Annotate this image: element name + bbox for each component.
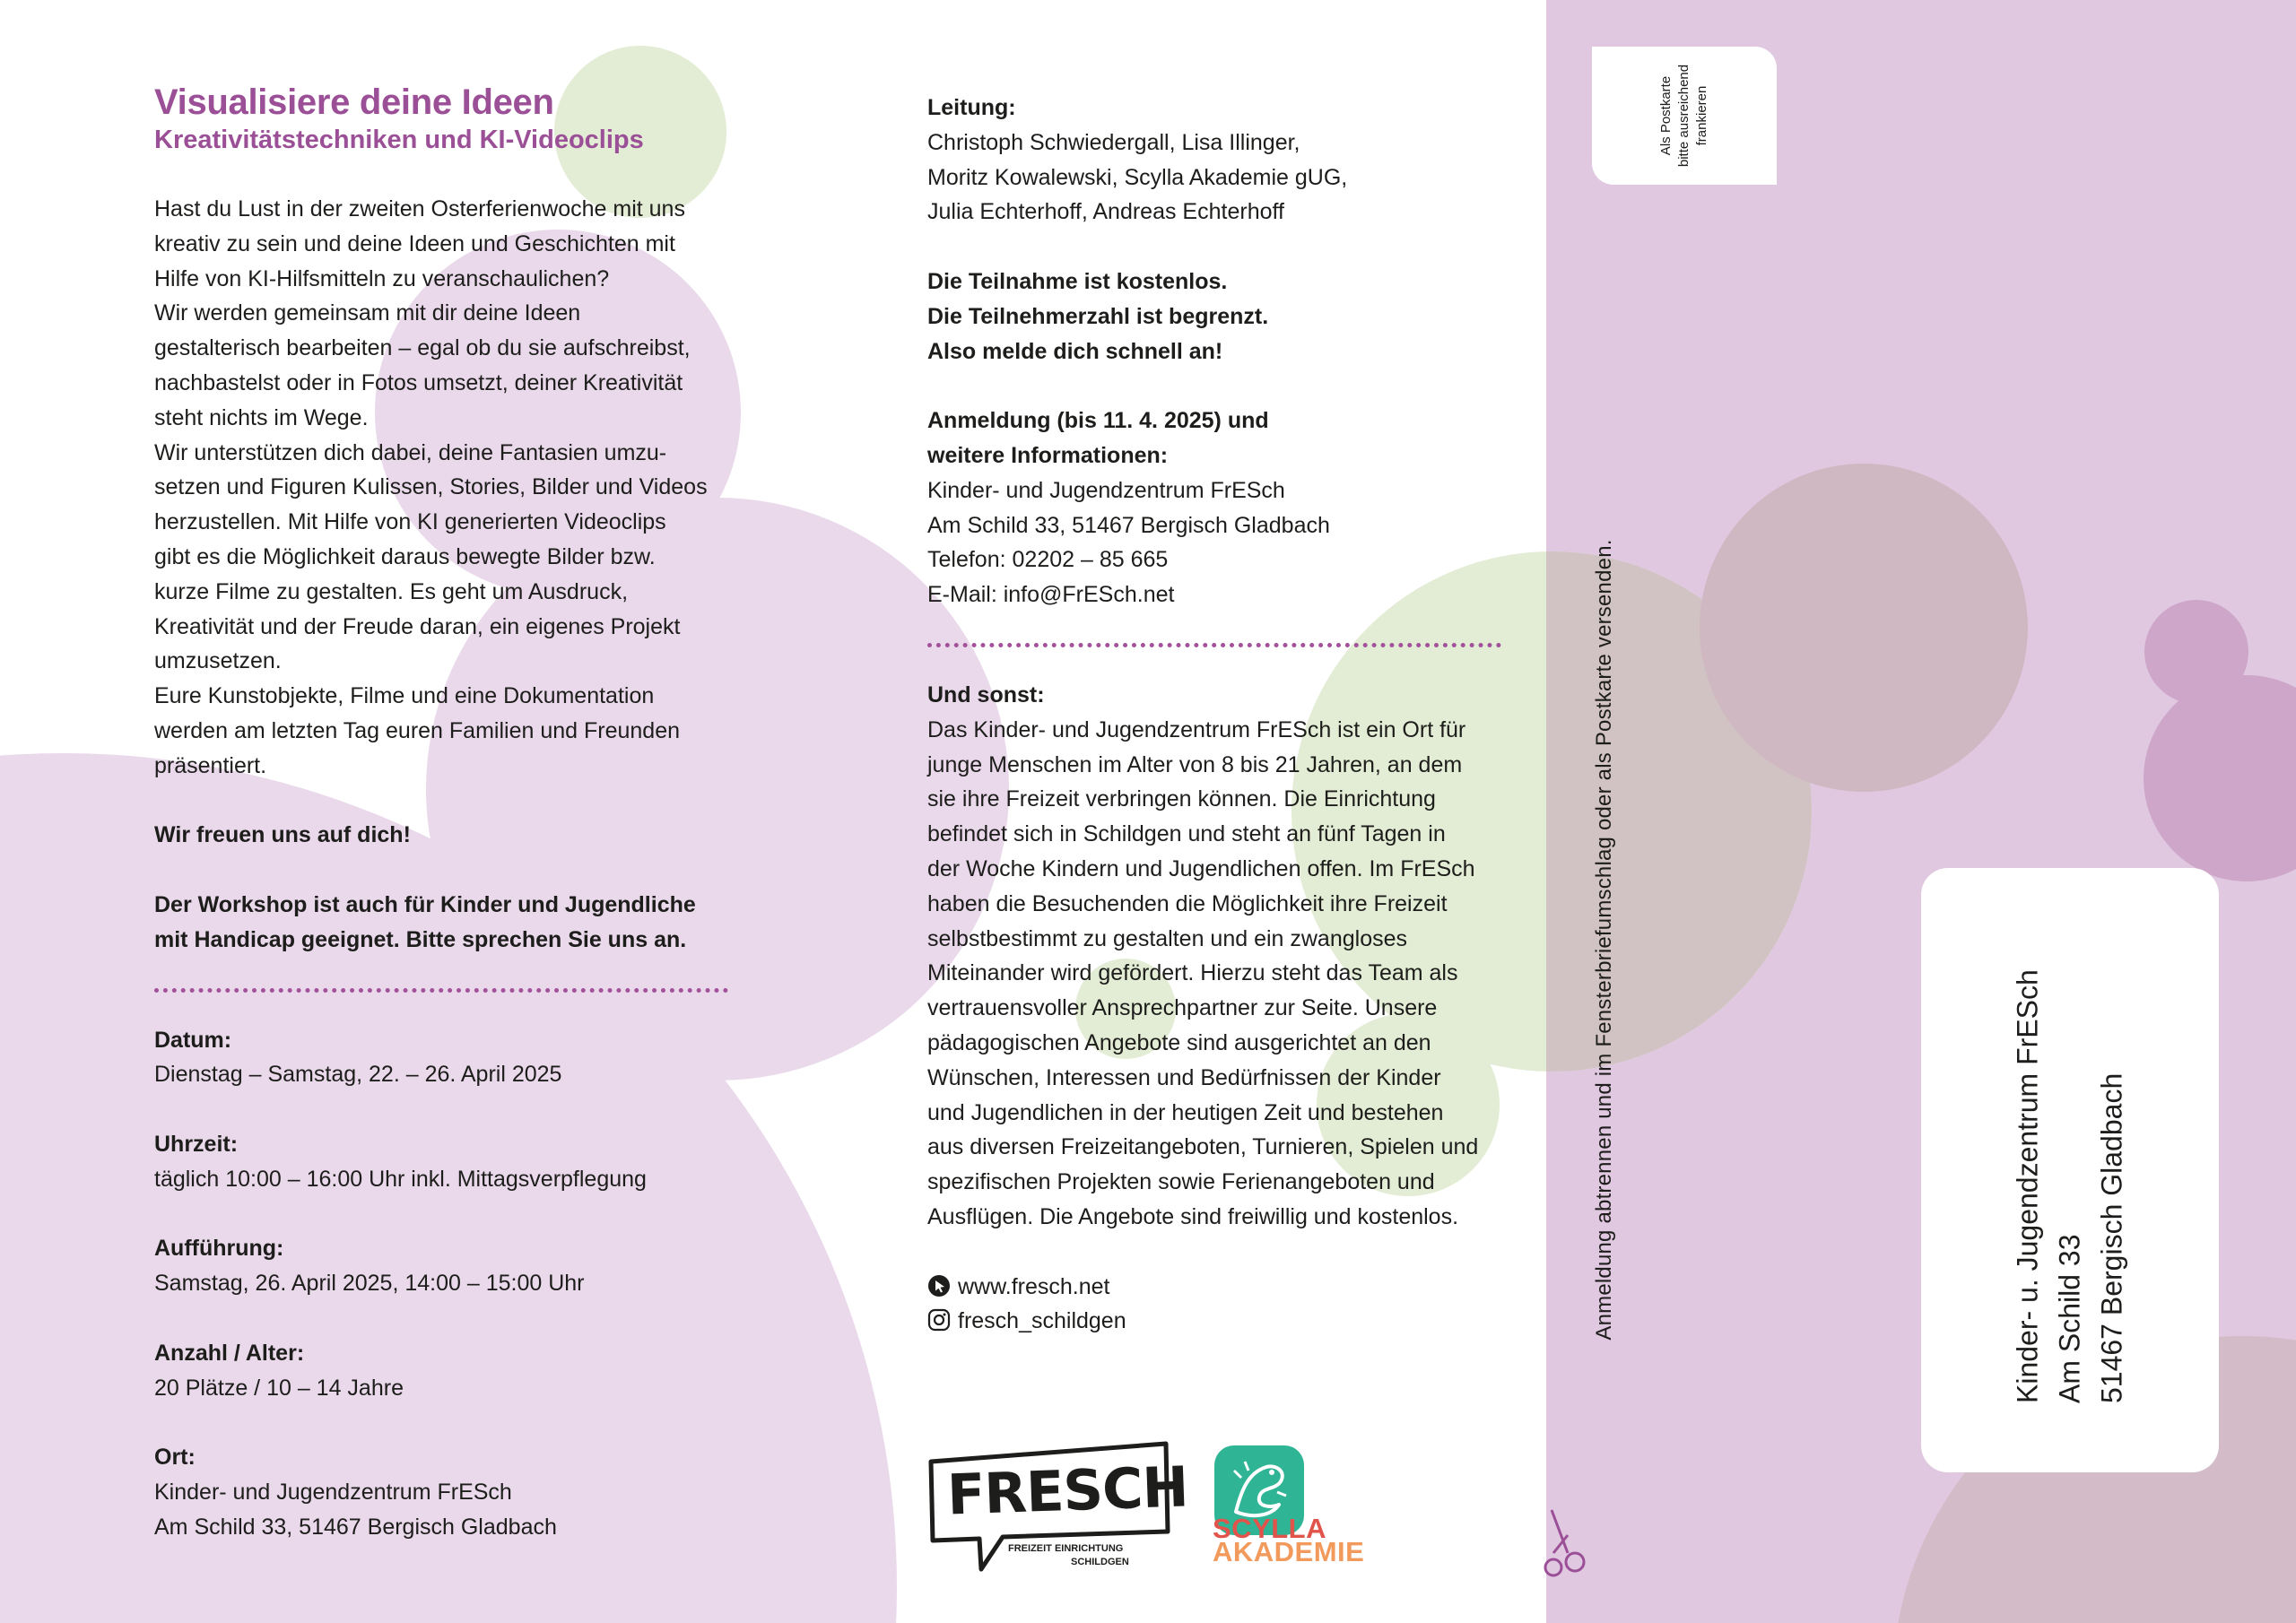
- sonst-line: spezifischen Projekten sowie Ferienangeboten und: [927, 1169, 1435, 1195]
- sonst-line: vertrauensvoller Ansprechpartner zur Seite. Unsere: [927, 995, 1438, 1021]
- ort-label: Ort:: [154, 1445, 196, 1471]
- sonst-line: der Woche Kindern und Jugendlichen offen. Im FrESch: [927, 855, 1475, 881]
- body-line: umzusetzen.: [154, 648, 282, 674]
- leitung-line: Moritz Kowalewski, Scylla Akademie gUG,: [927, 164, 1348, 190]
- intro-text: [154, 192, 746, 784]
- fresch-logo-main: FRESCH: [945, 1454, 1189, 1528]
- sonst-line: aus diversen Freizeitangeboten, Turnieren, Spielen und: [927, 1134, 1479, 1160]
- bubble-mauve-top: [1700, 464, 2028, 792]
- sonst-line: befindet sich in Schildgen und steht an fünf Tagen in: [927, 821, 1446, 847]
- teilnahme-line: Die Teilnahme ist kostenlos.: [927, 268, 1228, 294]
- stamp-line: frankieren: [1694, 85, 1709, 146]
- left-column: [154, 81, 746, 1544]
- uhrzeit-value: täglich 10:00 – 16:00 Uhr inkl. Mittagsverpflegung: [154, 1166, 647, 1192]
- sonst-label: Und sonst:: [927, 681, 1045, 707]
- contact-line: Am Schild 33, 51467 Bergisch Gladbach: [927, 512, 1330, 538]
- dotted-divider: [154, 988, 728, 993]
- instagram-icon: [927, 1308, 951, 1332]
- mailing-instruction: Anmeldung abtrennen und im Fensterbriefumschlag oder als Postkarte versenden.: [1592, 539, 1616, 1341]
- body-line: präsentiert.: [154, 752, 267, 778]
- address-line: 51467 Bergisch Gladbach: [2095, 1072, 2128, 1403]
- body-line: Kreativität und der Freude daran, ein eigenes Projekt: [154, 613, 681, 639]
- dotted-divider: [927, 643, 1501, 647]
- teilnahme-line: Also melde dich schnell an!: [927, 338, 1223, 364]
- page-title: Visualisiere deine Ideen: [154, 82, 554, 122]
- cursor-icon: [927, 1274, 951, 1298]
- contact-phone: Telefon: 02202 – 85 665: [927, 547, 1169, 573]
- body-line: kreativ zu sein und deine Ideen und Geschichten mit: [154, 230, 675, 256]
- page-subtitle: Kreativitätstechniken und KI-Videoclips: [154, 126, 644, 154]
- sonst-line: selbstbestimmt zu gestalten und ein zwangloses: [927, 925, 1408, 951]
- sonst-line: sie ihre Freizeit verbringen können. Die Einrichtung: [927, 786, 1436, 812]
- body-line: setzen und Figuren Kulissen, Stories, Bilder und Videos: [154, 474, 708, 500]
- handicap-note: mit Handicap geeignet. Bitte sprechen Sie uns an.: [154, 926, 687, 952]
- handicap-note: Der Workshop ist auch für Kinder und Jugendliche: [154, 891, 696, 917]
- ort-line: Am Schild 33, 51467 Bergisch Gladbach: [154, 1514, 557, 1540]
- scylla-logo-line2: AKADEMIE: [1213, 1536, 1365, 1567]
- fresch-logo: [927, 1440, 1189, 1575]
- sonst-line: Das Kinder- und Jugendzentrum FrESch ist ein Ort für: [927, 716, 1466, 742]
- leitung-line: Julia Echterhoff, Andreas Echterhoff: [927, 199, 1284, 225]
- anmeldung-line: Anmeldung (bis 11. 4. 2025) und: [927, 408, 1269, 434]
- sonst-line: pädagogischen Angebote sind ausgerichtet an den: [927, 1029, 1431, 1055]
- sonst-line: junge Menschen im Alter von 8 bis 21 Jahren, an dem: [927, 751, 1463, 777]
- body-line: gestalterisch bearbeiten – egal ob du sie aufschreibst,: [154, 335, 691, 361]
- sonst-line: haben die Besuchenden die Möglichkeit ihre Freizeit: [927, 890, 1448, 916]
- address-line: Kinder- u. Jugendzentrum FrESch: [2011, 969, 2044, 1403]
- uhrzeit-label: Uhrzeit:: [154, 1131, 239, 1157]
- body-line: steht nichts im Wege.: [154, 404, 369, 430]
- scylla-logo: [1213, 1445, 1365, 1571]
- body-line: werden am letzten Tag euren Familien und Freunden: [154, 717, 680, 743]
- auffuehrung-value: Samstag, 26. April 2025, 14:00 – 15:00 Uhr: [154, 1271, 585, 1297]
- sonst-line: und Jugendlichen in der heutigen Zeit und bestehen: [927, 1099, 1444, 1125]
- body-line: gibt es die Möglichkeit daraus bewegte Bilder bzw.: [154, 543, 656, 569]
- address-window: [1921, 868, 2219, 1472]
- address-text: [2007, 937, 2134, 1403]
- scylla-logo-line1: SCYLLA: [1213, 1513, 1326, 1544]
- sonst-line: Ausflügen. Die Angebote sind freiwillig und kostenlos.: [927, 1203, 1459, 1229]
- anzahl-label: Anzahl / Alter:: [154, 1340, 305, 1366]
- fresch-logo-sub2: SCHILDGEN: [1071, 1557, 1129, 1567]
- body-line: herzustellen. Mit Hilfe von KI generierten Videoclips: [154, 509, 666, 535]
- contact-line: Kinder- und Jugendzentrum FrESch: [927, 477, 1285, 503]
- stamp-text: [1657, 48, 1711, 183]
- ort-line: Kinder- und Jugendzentrum FrESch: [154, 1479, 512, 1505]
- stamp-line: Als Postkarte: [1658, 75, 1674, 156]
- body-line: Eure Kunstobjekte, Filme und eine Dokumentation: [154, 683, 655, 709]
- website-link[interactable]: [927, 1270, 1519, 1305]
- stamp-line: bitte ausreichend: [1676, 64, 1692, 168]
- contact-email: E-Mail: info@FrESch.net: [927, 582, 1175, 608]
- auffuehrung-label: Aufführung:: [154, 1236, 284, 1262]
- body-line: Wir unterstützen dich dabei, deine Fantasien umzu-: [154, 439, 667, 465]
- address-line: Am Schild 33: [2053, 1234, 2086, 1403]
- sonst-line: Miteinander wird gefördert. Hierzu steht das Team als: [927, 960, 1458, 986]
- anmeldung-line: weitere Informationen:: [927, 442, 1169, 468]
- leitung-line: Christoph Schwiedergall, Lisa Illinger,: [927, 129, 1300, 155]
- website-text: www.fresch.net: [958, 1273, 1110, 1299]
- datum-value: Dienstag – Samstag, 22. – 26. April 2025: [154, 1062, 562, 1088]
- instagram-link[interactable]: [927, 1304, 1519, 1339]
- body-line: Hast du Lust in der zweiten Osterferienwoche mit uns: [154, 196, 685, 221]
- instagram-text: fresch_schildgen: [958, 1308, 1126, 1334]
- body-line: Wir werden gemeinsam mit dir deine Ideen: [154, 300, 581, 326]
- sonst-line: Wünschen, Interessen und Bedürfnissen der Kinder: [927, 1064, 1441, 1090]
- middle-column: [927, 91, 1519, 1339]
- body-line: kurze Filme zu gestalten. Es geht um Ausdruck,: [154, 578, 629, 604]
- leitung-label: Leitung:: [927, 95, 1016, 120]
- body-line: nachbastelst oder in Fotos umsetzt, deiner Kreativität: [154, 369, 683, 395]
- datum-label: Datum:: [154, 1027, 232, 1053]
- greeting: Wir freuen uns auf dich!: [154, 822, 411, 848]
- stamp-box: [1592, 47, 1777, 185]
- teilnahme-line: Die Teilnehmerzahl ist begrenzt.: [927, 303, 1269, 329]
- body-line: Hilfe von KI-Hilfsmitteln zu veranschaulichen?: [154, 265, 610, 291]
- anzahl-value: 20 Plätze / 10 – 14 Jahre: [154, 1375, 404, 1401]
- fresch-logo-sub1: FREIZEIT EINRICHTUNG: [1008, 1543, 1124, 1554]
- scissors-icon: [1541, 1508, 1593, 1578]
